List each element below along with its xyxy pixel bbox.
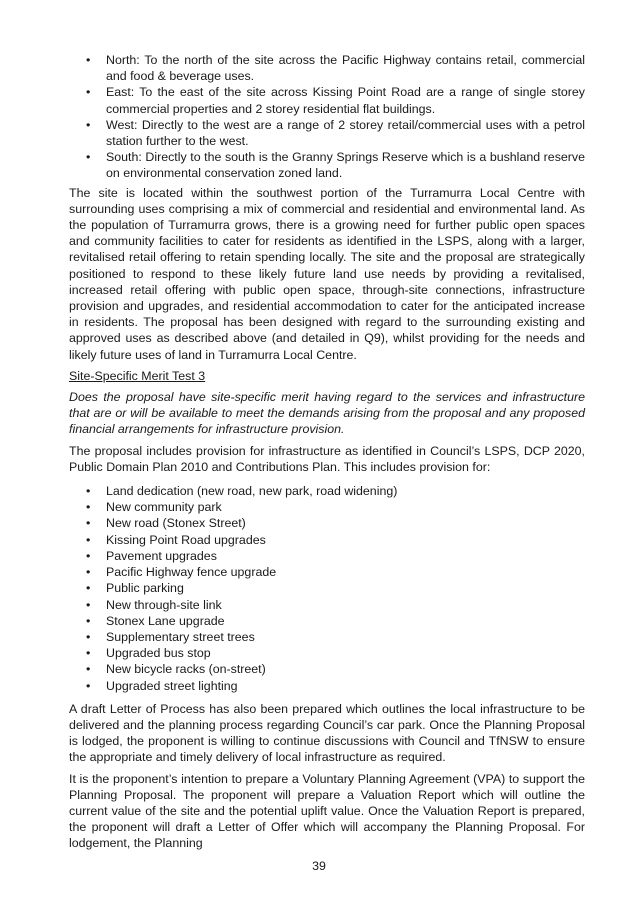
document-page [69, 52, 585, 852]
list-item: • Pavement upgrades [69, 548, 585, 564]
page-number: 39 [312, 859, 326, 873]
site-paragraph: The site is located within the southwest portion of the Turramurra Local Centre with surrounding uses comprising a mix of commercial and residential and environmental land. As the population of Turramurra grows, there is a growing need for further public open spaces and community facilities to cater for residents as identified in the LSPS, along with a larger, revitalised retail offering to retain spending locally. The site and the proposal are strategically positioned to respond to these likely future land use needs by providing a revitalised, increased retail offering with public open space, through-site connections, infrastructure provision and upgrades, and residential accommodation to cater for the anticipated increase in residents. The proposal has been designed with regard to the surrounding existing and approved uses as described above (and detailed in Q9), whilst providing for the needs and likely future uses of land in Turramurra Local Centre. [69, 185, 585, 362]
list-item: • New bicycle racks (on-street) [69, 661, 585, 677]
list-item: • New road (Stonex Street) [69, 515, 585, 531]
list-item: • Pacific Highway fence upgrade [69, 564, 585, 580]
letter-of-process-paragraph: A draft Letter of Process has also been prepared which outlines the local infrastructure to be delivered and the planning process regarding Council’s car park. Once the Planning Proposal is lodged, the proponent is willing to continue discussions with Council and TfNSW to ensure the appropriate and timely delivery of local infrastructure as required. [69, 701, 585, 765]
list-item: • Kissing Point Road upgrades [69, 532, 585, 548]
list-item: • Public parking [69, 580, 585, 596]
list-item: • Supplementary street trees [69, 629, 585, 645]
list-item: • West: Directly to the west are a range of 2 storey retail/commercial uses with a petrol station further to the west. [69, 117, 585, 149]
list-item: • Upgraded street lighting [69, 678, 585, 694]
list-item: • Stonex Lane upgrade [69, 613, 585, 629]
vpa-paragraph: It is the proponent’s intention to prepare a Voluntary Planning Agreement (VPA) to support the Planning Proposal. The proponent will prepare a Valuation Report which will outline the current value of the site and the potential uplift value. Once the Valuation Report is prepared, the proponent will draft a Letter of Offer which will accompany the Planning Proposal. For lodgement, the Planning [69, 771, 585, 851]
section-heading: Site-Specific Merit Test 3 [69, 368, 206, 383]
list-item: • New through-site link [69, 597, 585, 613]
list-item: • North: To the north of the site across the Pacific Highway contains retail, commercial and food & beverage uses. [69, 52, 585, 84]
list-item: • East: To the east of the site across Kissing Point Road are a range of single storey commercial properties and 2 storey residential flat buildings. [69, 84, 585, 116]
infrastructure-list [69, 483, 585, 694]
list-item: • Upgraded bus stop [69, 645, 585, 661]
list-item: • Land dedication (new road, new park, road widening) [69, 483, 585, 499]
surrounding-uses-list [69, 52, 585, 182]
list-item: • South: Directly to the south is the Granny Springs Reserve which is a bushland reserve on environmental conservation zoned land. [69, 149, 585, 181]
merit-question: Does the proposal have site-specific merit having regard to the services and infrastructure that are or will be available to meet the demands arising from the proposal and any proposed financial arrangements for infrastructure provision. [69, 390, 585, 437]
provision-paragraph: The proposal includes provision for infrastructure as identified in Council’s LSPS, DCP 2020, Public Domain Plan 2010 and Contributions Plan. This includes provision for: [69, 443, 585, 474]
list-item: • New community park [69, 499, 585, 515]
